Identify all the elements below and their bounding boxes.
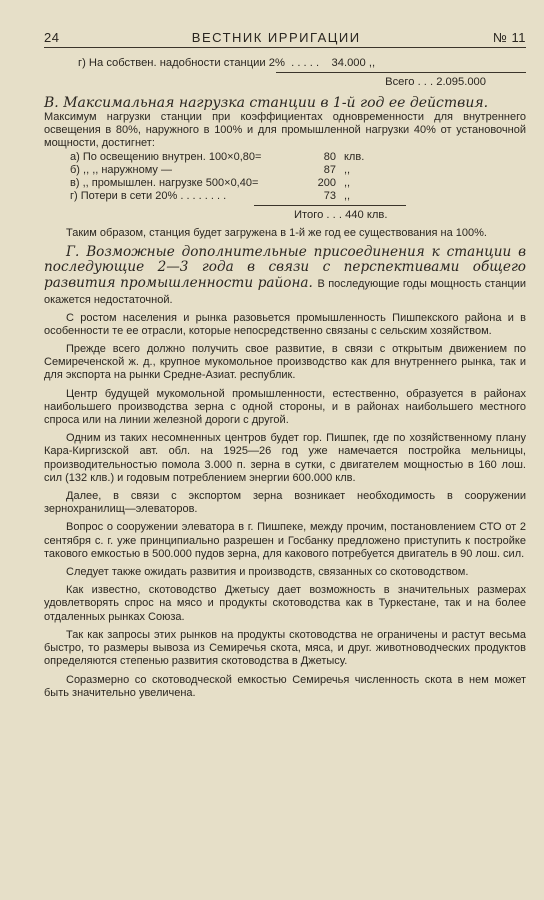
load-item-value: 73 (323, 190, 336, 203)
section-v-heading: В. Максимальная нагрузка станции в 1-й год ее действия. (44, 95, 489, 111)
body-paragraph: С ростом населения и рынка разовьется промышленность Пишпекского района и в особенности те ее отрасли, которые непосредственно связаны с сельским хозяйством. (44, 311, 526, 337)
body-paragraph: Соразмерно со скотоводческой емкостью Семиречья численность скота в нем может быть значительно увеличена. (44, 673, 526, 699)
load-item-unit: ,, (344, 190, 351, 203)
items-total: Итого . . . 440 клв. (294, 209, 388, 222)
section-g-title: Г. Возможные дополнительные присоединения к станции в последующие 2—3 года в связи с перспективами общего развития промышленности района. (44, 243, 526, 291)
load-item-unit: клв. (344, 150, 365, 163)
body-paragraph: Центр будущей мукомольной промышленности, естественно, образуется в районах наибольшего производства зерна с одной стороны, и в районах наибольшего местного спроса или на линии железной дороги с другой. (44, 387, 526, 427)
body-paragraph: Как известно, скотоводство Джетысу дает возможность в значительных размерах удовлетворять спрос на мясо и продукты скотоводства как в Туркестане, так и на более отдаленных рынках Союза. (44, 584, 526, 623)
load-item-unit: ,, (344, 177, 351, 190)
journal-title: ВЕСТНИК ИРРИГАЦИИ (191, 30, 361, 45)
top-item: г) На собствен. надобности станции 2% . . . . . 34.000 ,, (78, 57, 376, 69)
load-item-label: а) По освещению внутрен. 100×0,80= (70, 150, 262, 163)
body-paragraph: Так как запросы этих рынков на продукты скотоводства не ограничены и растут весьма быстро, то размеры вывоза из Семиречья скота, мяса, и друг. животноводческих продуктов определяются степенью развития скотоводства в Джетысу. (44, 628, 526, 668)
section-g-body (44, 312, 526, 700)
load-item (70, 177, 526, 190)
section-g-intro: В последующие годы мощность станции окажется недостаточной. (44, 277, 526, 307)
total-line: Всего . . . 2.095.000 (385, 76, 486, 88)
body-paragraph: Одним из таких несомненных центров будет гор. Пишпек, где по хозяйственному плану Кара-Киргизской авт. обл. на 1925—26 год уже намечается постройка мельницы, производительностью помола 3.000 п. зерна в сутки, с двигателем мощностью в 160 лош. сил (132 клв.) и годовым потреблением энергии 600.000 клв. (44, 432, 526, 484)
section-v-paragraph: Максимум нагрузки станции при коэффициентах одновременности для внутреннего освещения в 80%, наружного в 100% и для промышленной нагрузки 40% от установочной мощности, достигнет: (44, 111, 526, 150)
load-item-value: 80 (323, 150, 336, 163)
load-item-value: 200 (317, 177, 336, 190)
load-item (70, 164, 526, 177)
page-number: 24 (44, 30, 60, 45)
page-header (44, 30, 526, 48)
body-paragraph: Следует также ожидать развития и производств, связанных со скотоводством. (66, 566, 469, 579)
items-divider (254, 205, 406, 206)
load-item (70, 151, 526, 164)
load-items (44, 151, 526, 204)
load-item-value: 87 (323, 163, 336, 176)
sum-divider (276, 72, 526, 73)
load-item-label: б) ,, ,, наружному — (70, 163, 172, 176)
body-paragraph: Прежде всего должно получить свое развитие, в связи с открытым движением по Семиреченской ж. д., крупное мукомольное производство как для внутреннего рынка, так и для экспорта на рынки Средне-Азиат. республик. (44, 343, 526, 382)
load-item (70, 190, 526, 203)
load-item-label: г) Потери в сети 20% . . . . . . . . (70, 190, 227, 203)
body-paragraph: Вопрос о сооружении элеватора в г. Пишпеке, между прочим, постановлением СТО от 2 сентября с. г. уже принципиально разрешен и Госбанку предложено приступить к постройке такового емкостью в 500.000 пудов зерна, для какового потребуется двигатель в 90 лош. сил. (44, 521, 526, 560)
load-item-label: в) ,, промышлен. нагрузке 500×0,40= (70, 177, 259, 190)
section-g-heading (44, 245, 526, 309)
load-item-unit: ,, (344, 163, 351, 176)
issue-number: № 11 (492, 30, 526, 45)
body-paragraph: Далее, в связи с экспортом зерна возникает необходимость в сооружении зернохранилищ—элеваторов. (44, 490, 526, 516)
conclusion-paragraph: Таким образом, станция будет загружена в 1-й же год ее существования на 100%. (66, 227, 487, 240)
